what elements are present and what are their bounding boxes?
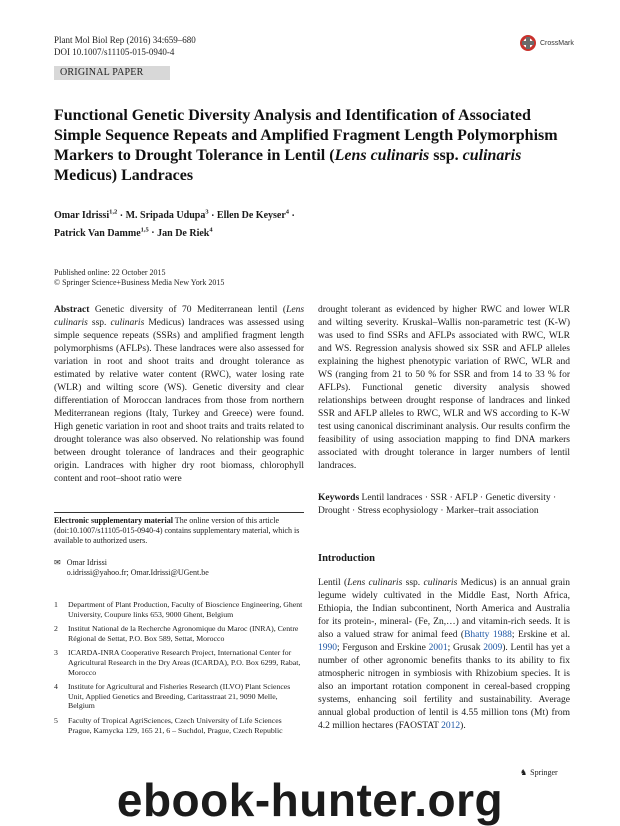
abstract-continued: drought tolerant as evidenced by higher RWC and lower WLR and wilting severity. Kruskal–Wallis non-parametric test (K-W) was used to find SSRs and AFLPs associated with RWC, WLR and WS. Regression analysis showed six SSR and AFLP alleles explaining the highest phenotypic variation of RWC, WLR and WS (ranging from 21 to 50 % for SSR and from 14 to 33 % for AFLPs). Functional genetic diversity analysis showed relationships between drought response of landraces and linked SSR and AFLP alleles to RWC, WLR and WS according to K-W test using canonical discriminant analysis. Our results confirm the feasibility of using association mapping to find DNA markers associated with drought tolerance in larger numbers of lentil landraces. (318, 305, 570, 471)
title-species: Lens culinaris (334, 147, 430, 164)
title-text: Medicus) Landraces (54, 167, 194, 184)
citation-link[interactable]: 1990 (318, 643, 337, 653)
copyright: © Springer Science+Business Media New York 2015 (54, 278, 225, 287)
affiliation: 4 Institute for Agricultural and Fisheries Research (ILVO) Plant Sciences Unit, Applied Genetics and Breeding, Caritasstraat 21, 9090 Melle, Belgium (54, 682, 291, 711)
affiliation: 3 ICARDA-INRA Cooperative Research Project, International Center for Agricultural Research in the Dry Areas (ICARDA), P.O. Box 6299, Rabat, Morocco (54, 648, 301, 677)
author[interactable]: Ellen De Keyser$^4$ (216, 209, 290, 222)
citation-link[interactable]: 2001 (428, 643, 448, 653)
citation-link[interactable]: Bhatty 1988 (464, 630, 512, 640)
publication-info (54, 268, 314, 288)
corresponding-author (54, 558, 304, 578)
publisher-name: Springer (530, 768, 558, 777)
author[interactable]: M. Sripada Udupa$^3$ (125, 209, 209, 222)
abstract: Abstract Genetic diversity of 70 Mediterranean lentil (Lens culinaris ssp. culinaris Medicus) landraces was assessed using simple sequence repeats (SSRs) and amplified fragment length polymorphisms (AFLPs). These landraces were also assessed for variation in root and shoot traits and drought tolerance as estimated by relative water content (RWC), water losing rate (WLR) and wilting score (WS). Genetic diversity and clear differentiation of Moroccan landraces from those from northern Mediterranean regions (Italy, Turkey and Greece) were found. High genetic variation in root and shoot traits and traits related to drought tolerance was also observed. No relationship was found between drought tolerance of landraces and their geographic origin. Landraces with higher dry root biomass, chlorophyll content and root–shoot ratio were (54, 305, 305, 484)
section-tag: ORIGINAL PAPER (54, 66, 170, 80)
envelope-icon: ✉ (54, 558, 61, 567)
affiliation: 5 Faculty of Tropical AgriSciences, Czech University of Life Sciences Prague, Kamycka 129, 165 21, 6 – Suchdol, Prague, Czech Republic (54, 715, 283, 735)
keywords-label: Keywords (318, 493, 360, 503)
published-date: Published online: 22 October 2015 (54, 268, 166, 277)
author[interactable]: Omar Idrissi$^{1,2}$ (54, 209, 118, 222)
crossmark-badge[interactable] (519, 34, 574, 52)
doi[interactable]: DOI 10.1007/s11105-015-0940-4 (54, 47, 175, 57)
introduction-text: Lentil (Lens culinaris ssp. culinaris Medicus) is an annual grain legume widely cultivated in the Middle East, North Africa, Ethiopia, the Indian subcontinent, North America and Australia for its protein-, mineral- (Fe, Zn,…) and vitamin-rich seeds. It is also a valued straw for animal feed (Bhatty 1988; Erskine et al. 1990; Ferguson and Erskine 2001; Grusak 2009). Lentil has yet a number of other agronomic benefits thanks to its ability to fix atmospheric nitrogen in symbiosis with Rhizobium species. It is also an important rotation component in cereal-based cropping systems, enhancing soil fertility and sustainability. Average annual global production of lentil is 4.55 million tons (Mt) from 4.2 million hectares (FAOSTAT 2012). (318, 578, 570, 731)
affiliation: 1 Department of Plant Production, Faculty of Bioscience Engineering, Ghent University, Coupure links 653, 9000 Ghent, Belgium (54, 600, 303, 619)
keywords (318, 492, 570, 518)
citation-link[interactable]: 2009 (483, 643, 503, 653)
supplementary-note: Electronic supplementary material The online version of this article (doi:10.1007/s11105-015-0940-4) contains supplementary material, which is available to authorized users. (54, 512, 304, 546)
crossmark-label: CrossMark (540, 39, 574, 47)
contact-name: Omar Idrissi (66, 558, 107, 567)
author[interactable]: Patrick Van Damme$^{1,5}$ (54, 226, 149, 239)
affiliations (54, 600, 304, 740)
esm-label: Electronic supplementary material (54, 516, 173, 525)
title-text: ssp. (429, 147, 463, 164)
journal-header (54, 34, 196, 58)
springer-horse-icon: ♞ (520, 768, 528, 777)
title-subspecies: culinaris (462, 147, 522, 164)
watermark: ebook-hunter.org (116, 774, 504, 826)
abstract-label: Abstract (54, 305, 90, 315)
journal-citation: Plant Mol Biol Rep (2016) 34:659–680 (54, 35, 196, 45)
author-list: Omar Idrissi$^{1,2}$ · M. Sripada Udupa$^3$ · Ellen De Keyser$^4$ · Patrick Van Damme$^{1,5}$ · Jan De Riek$^4$ (54, 209, 295, 239)
paper-title (54, 106, 564, 186)
author[interactable]: Jan De Riek$^4$ (157, 226, 213, 239)
title-text: Functional Genetic Diversity Analysis and Identification of Associated Simple Sequence Repeats and Amplified Fragment Length Polymorphism Markers to Drought Tolerance in Lentil ( (54, 107, 558, 164)
citation-link[interactable]: 2012 (441, 721, 461, 731)
introduction-heading: Introduction (318, 553, 375, 564)
affiliation: 2 Institut National de la Recherche Agronomique du Maroc (INRA), Centre Régional de Settat, P.O. Box 589, Settat, Morocco (54, 624, 299, 643)
keywords-list: Lentil landraces · SSR · AFLP · Genetic diversity · Drought · Stress ecophysiology · Marker–trait association (318, 493, 557, 516)
contact-email[interactable]: o.idrissi@yahoo.fr; Omar.Idrissi@UGent.be (66, 568, 209, 577)
crossmark-icon (519, 34, 537, 52)
